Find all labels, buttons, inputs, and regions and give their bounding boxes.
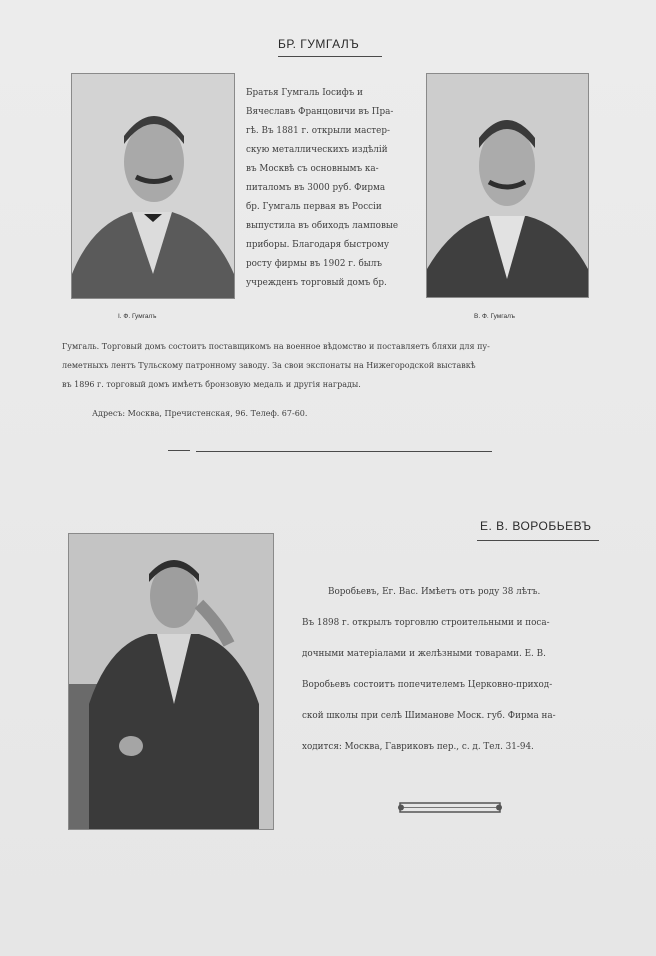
section2-line: Въ 1898 г. открылъ торговлю строительными и поса- bbox=[302, 618, 550, 628]
column-line: Братья Гумгаль Іосифъ и bbox=[246, 88, 363, 98]
section-divider bbox=[196, 451, 492, 452]
portrait-left-figure bbox=[72, 74, 234, 298]
section1-title-underline bbox=[278, 56, 382, 57]
full-line: въ 1896 г. торговый домъ имѣетъ бронзовую медаль и другія награды. bbox=[62, 380, 361, 389]
section1-title: БР. ГУМГАЛЪ bbox=[278, 37, 360, 51]
section1-full-text bbox=[62, 337, 602, 394]
column-line: въ Москвѣ съ основнымъ ка- bbox=[246, 164, 379, 174]
section2-line: дочными матеріалами и желѣзными товарами. Е. В. bbox=[302, 649, 546, 659]
portrait-vorobyev-figure bbox=[69, 534, 273, 829]
ornament-icon bbox=[396, 800, 504, 816]
section1-address: Адресъ: Москва, Пречистенская, 96. Телеф. 67-60. bbox=[92, 409, 308, 418]
column-line: питаломъ въ 3000 руб. Фирма bbox=[246, 183, 386, 193]
portrait-right bbox=[426, 73, 589, 298]
section2-text bbox=[302, 577, 599, 763]
column-line: гѣ. Въ 1881 г. открыли мастер- bbox=[246, 126, 390, 136]
column-line: бр. Гумгаль первая въ Россіи bbox=[246, 202, 382, 212]
section2-title: Е. В. ВОРОБЬЕВЪ bbox=[480, 519, 592, 533]
section2-line: ской школы при селѣ Шиманове Моск. губ. Фирма на- bbox=[302, 711, 556, 721]
decorative-ornament bbox=[396, 800, 504, 820]
section1-column-text bbox=[246, 84, 418, 293]
full-line: леметныхъ лентъ Тульскому патронному заводу. За свои экспонаты на Нижегородской выставкѣ bbox=[62, 361, 476, 370]
portrait-left bbox=[71, 73, 235, 299]
column-line: выпустила въ обиходъ ламповые bbox=[246, 221, 399, 231]
portrait-vorobyev bbox=[68, 533, 274, 830]
portrait-left-caption: І. Ф. Гумгалъ bbox=[118, 313, 157, 320]
portrait-right-figure bbox=[427, 74, 588, 297]
column-line: учрежденъ торговый домъ бр. bbox=[246, 278, 387, 288]
portrait-right-caption: В. Ф. Гумгалъ bbox=[474, 313, 515, 320]
section2-line: ходится: Москва, Гавриковъ пер., с. д. Тел. 31-94. bbox=[302, 742, 534, 752]
column-line: Вячеславъ Францовичи въ Пра- bbox=[246, 107, 394, 117]
column-line: росту фирмы въ 1902 г. былъ bbox=[246, 259, 382, 269]
section-divider-short bbox=[168, 450, 190, 451]
full-line: Гумгаль. Торговый домъ состоитъ поставщикомъ на военное вѣдомство и поставляетъ бляхи для пу- bbox=[62, 342, 490, 351]
section2-line: Воробьевъ, Ег. Вас. Имѣетъ отъ роду 38 лѣтъ. bbox=[328, 587, 541, 597]
column-line: скую металлическихъ издѣлій bbox=[246, 145, 388, 155]
column-line: приборы. Благодаря быстрому bbox=[246, 240, 390, 250]
section2-title-underline bbox=[477, 540, 599, 541]
section2-line: Воробьевъ состоитъ попечителемъ Церковно-приход- bbox=[302, 680, 553, 690]
